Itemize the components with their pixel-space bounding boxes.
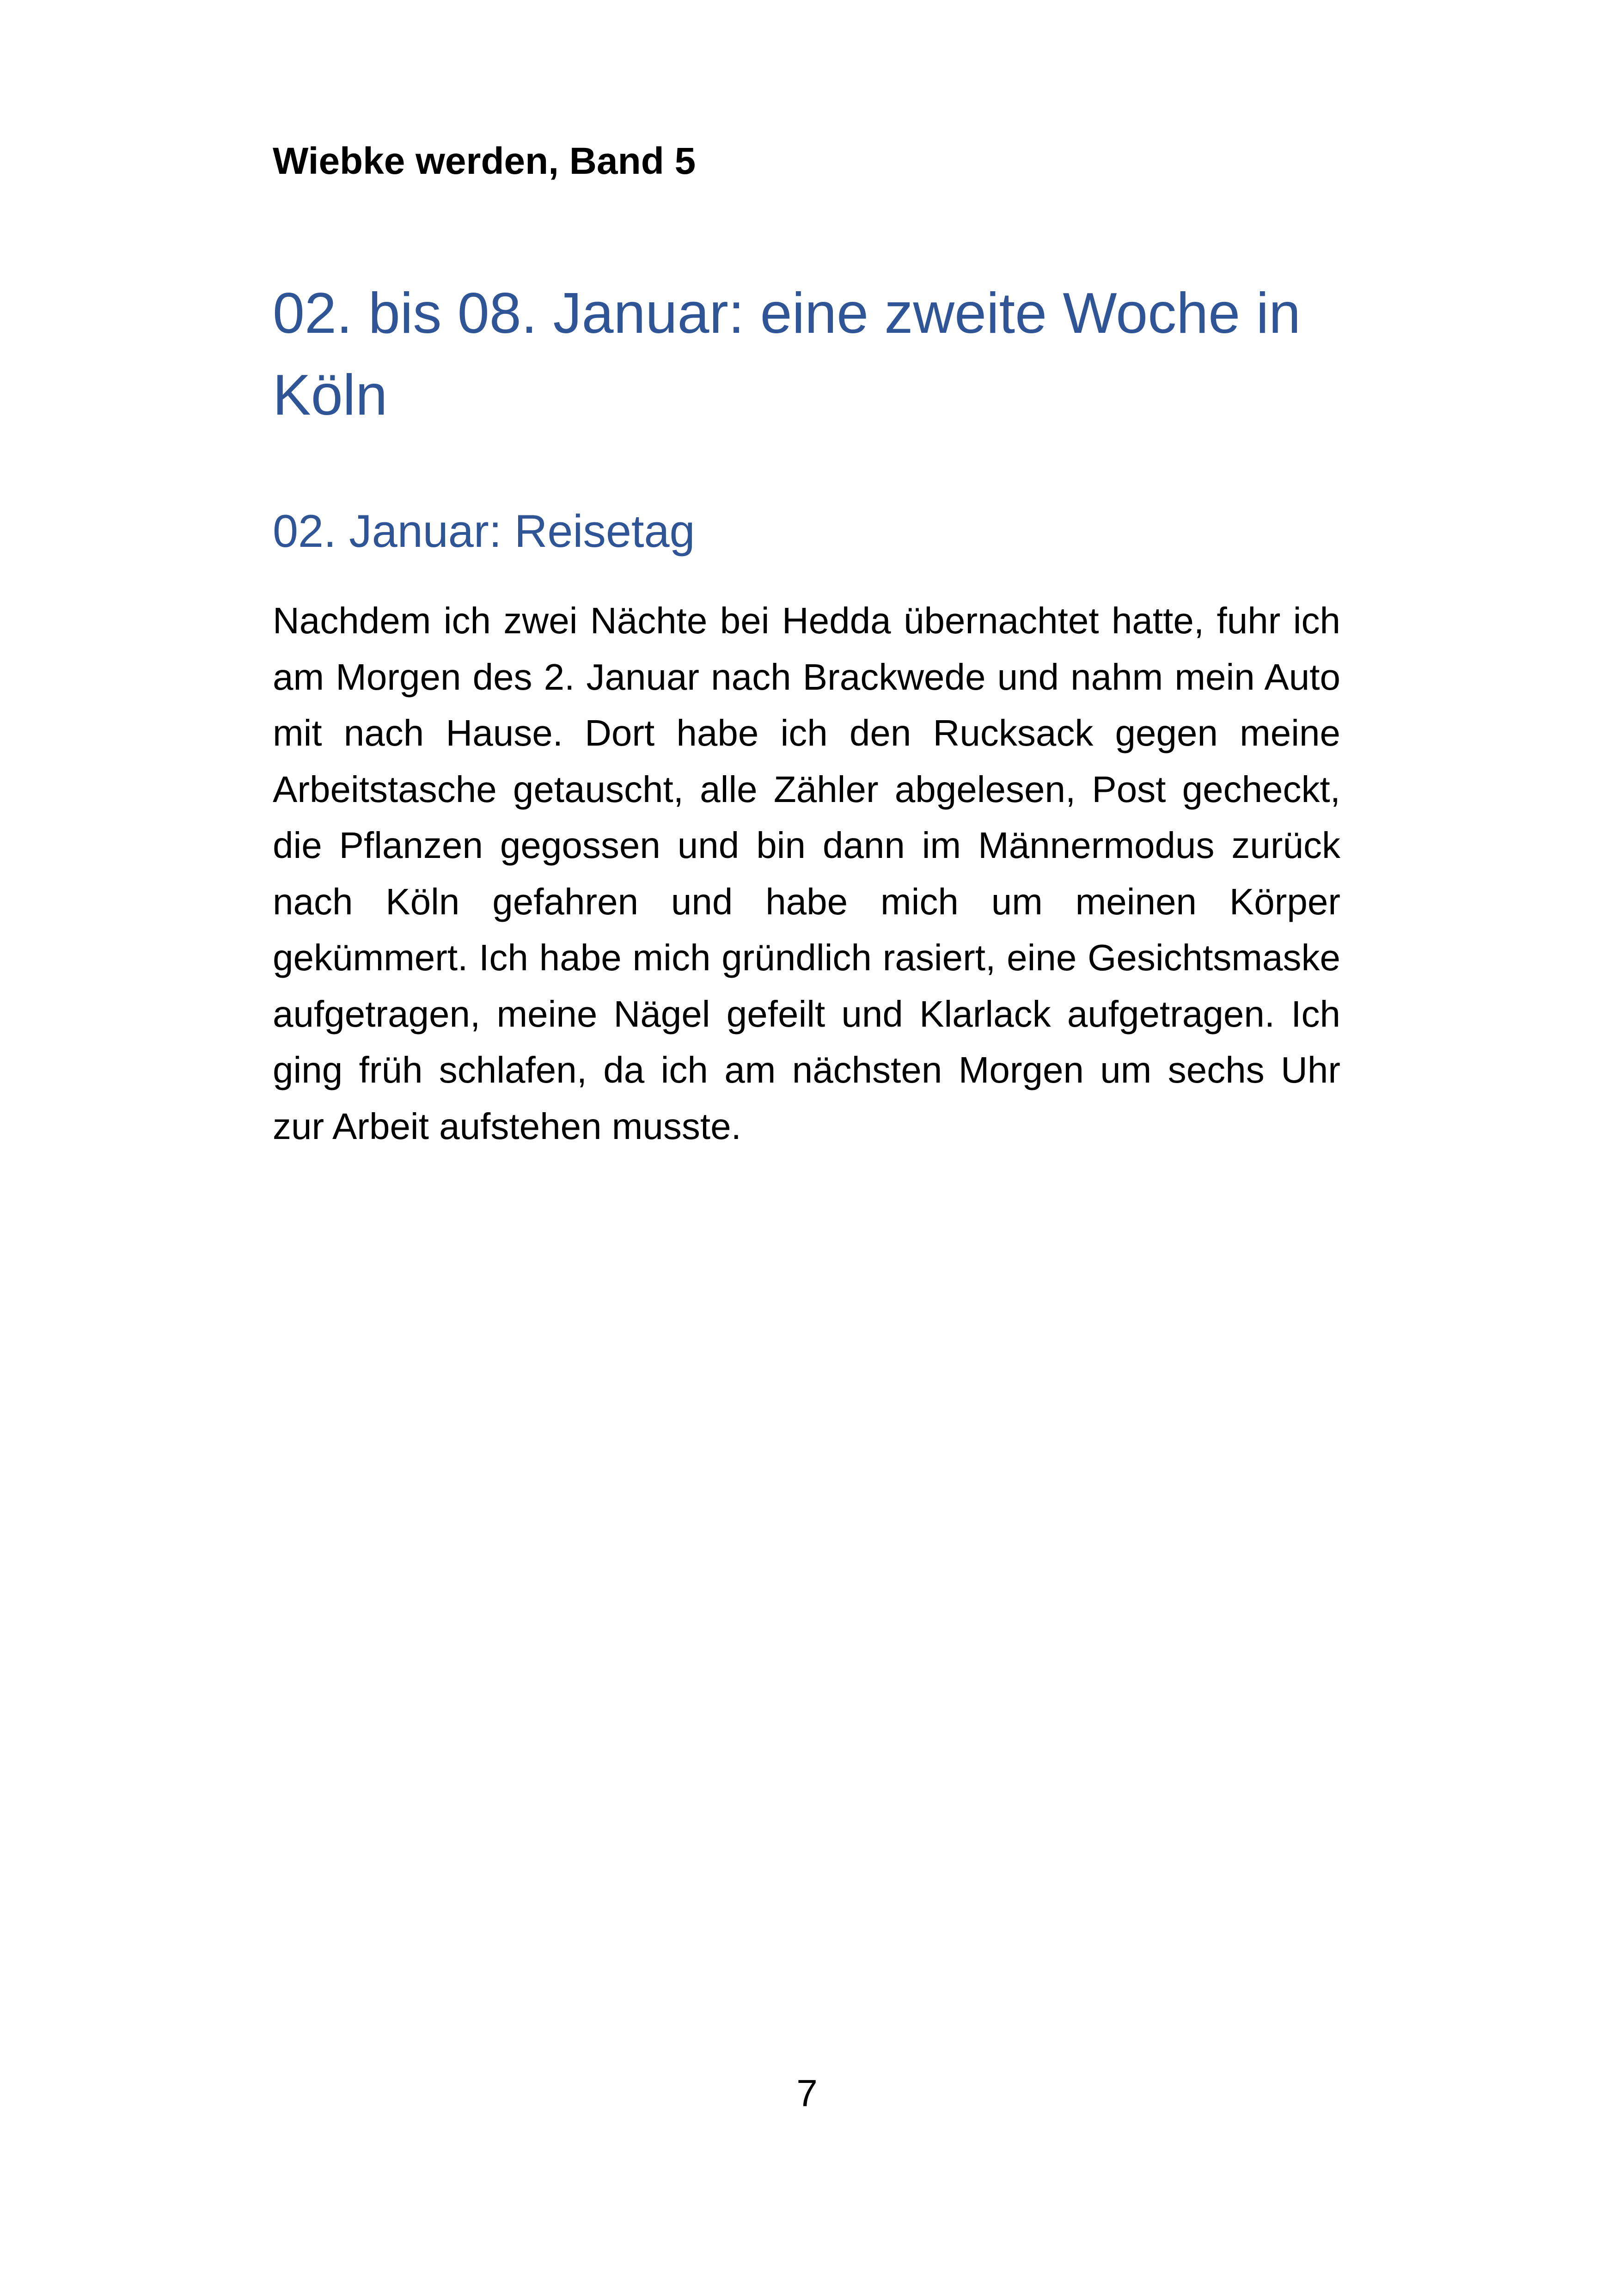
page-number: 7 [796, 2072, 818, 2114]
running-header: Wiebke werden, Band 5 [273, 140, 696, 182]
section-title: 02. Januar: Reisetag [273, 505, 695, 557]
chapter-title: 02. bis 08. Januar: eine zweite Woche in Köln [273, 282, 1301, 427]
body-paragraph: Nachdem ich zwei Nächte bei Hedda übernachtet hatte, fuhr ich am Morgen des 2. Januar nach Brackwede und nahm mein Auto mit nach Hause. Dort habe ich den Rucksack gegen meine Arbeitstasche getauscht, alle Zähler abgelesen, Post gecheckt, die Pflanzen gegossen und bin dann im Männermodus zurück nach Köln gefahren und habe mich um meinen Körper gekümmert. Ich habe mich gründlich rasiert, eine Gesichtsmaske aufgetragen, meine Nägel gefeilt und Klarlack aufgetragen. Ich ging früh schlafen, da ich am nächsten Morgen um sechs Uhr zur Arbeit aufstehen musste. [273, 600, 1340, 1147]
